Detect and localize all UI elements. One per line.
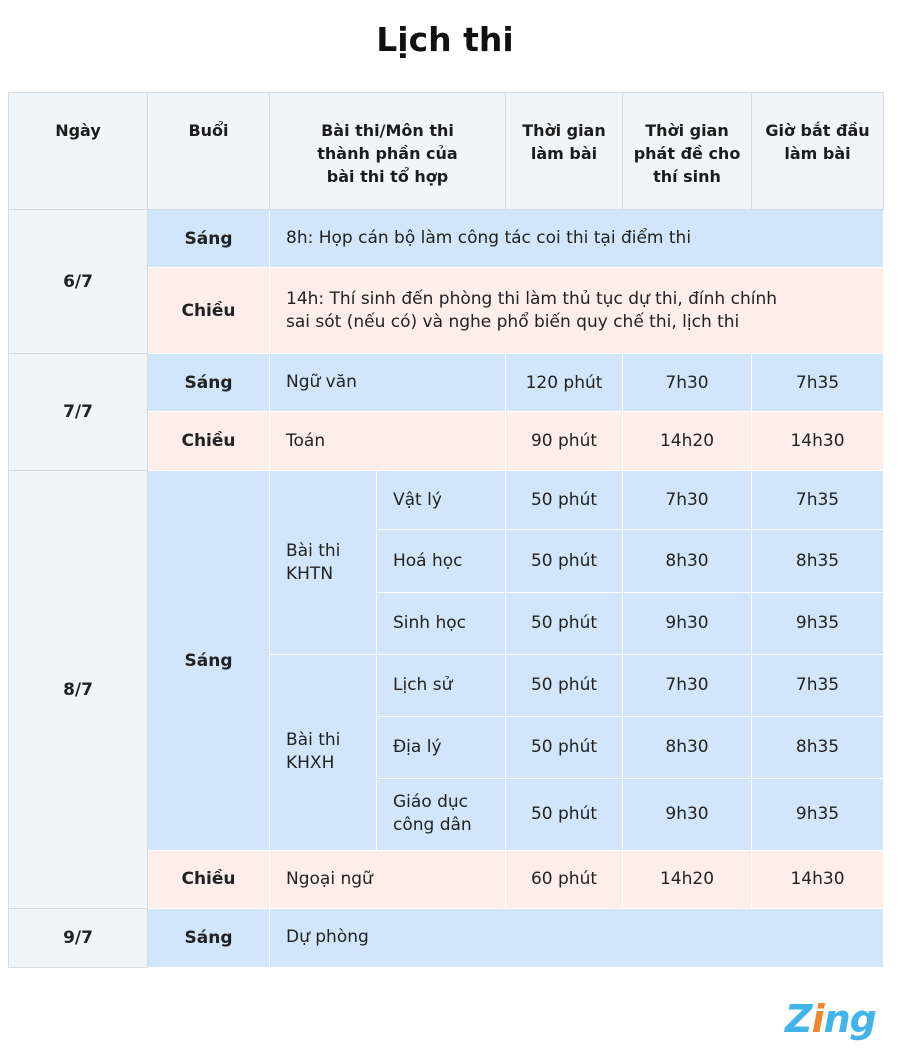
handout-time-cell: 7h30 [623, 354, 752, 412]
duration-cell: 120 phút [506, 354, 623, 412]
session-morning: Sáng [148, 354, 270, 412]
subject-cell: Vật lý [377, 471, 506, 530]
logo-letter: Z [785, 997, 812, 1041]
start-time-cell: 7h35 [752, 654, 884, 716]
table-row [9, 471, 884, 530]
handout-time-cell: 9h30 [623, 592, 752, 654]
duration-cell: 50 phút [506, 530, 623, 592]
duration-cell: 50 phút [506, 471, 623, 530]
logo-letter: i [811, 997, 824, 1041]
subject-cell: Lịch sử [377, 654, 506, 716]
group-label-khxh: Bài thi KHXH [270, 654, 377, 850]
start-time-cell: 9h35 [752, 778, 884, 850]
session-morning: Sáng [148, 908, 270, 967]
start-time-cell: 7h35 [752, 471, 884, 530]
subject-cell: Giáo dục công dân [377, 778, 506, 850]
session-afternoon: Chiều [148, 412, 270, 471]
session-morning: Sáng [148, 210, 270, 268]
table-row [9, 210, 884, 268]
session-afternoon: Chiều [148, 850, 270, 908]
logo-letter: g [849, 997, 876, 1041]
note-text: 8h: Họp cán bộ làm công tác coi thi tại điểm thi [270, 210, 884, 268]
start-time-cell: 14h30 [752, 412, 884, 471]
duration-cell: 50 phút [506, 592, 623, 654]
session-afternoon: Chiều [148, 268, 270, 354]
subject-cell: Hoá học [377, 530, 506, 592]
subject-cell: Toán [270, 412, 506, 471]
subject-cell: Ngữ văn [270, 354, 506, 412]
session-morning: Sáng [148, 471, 270, 850]
duration-cell: 50 phút [506, 778, 623, 850]
handout-time-cell: 7h30 [623, 471, 752, 530]
header-gio-bat-dau: Giờ bắt đầu làm bài [752, 93, 884, 210]
start-time-cell: 8h35 [752, 716, 884, 778]
handout-time-cell: 14h20 [623, 850, 752, 908]
handout-time-cell: 8h30 [623, 716, 752, 778]
start-time-cell: 14h30 [752, 850, 884, 908]
start-time-cell: 9h35 [752, 592, 884, 654]
header-row [9, 93, 884, 210]
subject-cell: Ngoại ngữ [270, 850, 506, 908]
header-ngay: Ngày [9, 93, 148, 210]
day-label: 7/7 [9, 354, 148, 471]
group-label-khtn: Bài thi KHTN [270, 471, 377, 654]
logo-letter: n [823, 997, 850, 1041]
start-time-cell: 8h35 [752, 530, 884, 592]
handout-time-cell: 8h30 [623, 530, 752, 592]
table-row [9, 354, 884, 412]
zing-logo [785, 997, 876, 1041]
duration-cell: 60 phút [506, 850, 623, 908]
day-label: 8/7 [9, 471, 148, 908]
subject-cell: Địa lý [377, 716, 506, 778]
header-bai-thi: Bài thi/Môn thi thành phần của bài thi tổ hợp [270, 93, 506, 210]
handout-time-cell: 9h30 [623, 778, 752, 850]
note-text: 14h: Thí sinh đến phòng thi làm thủ tục dự thi, đính chính sai sót (nếu có) và nghe phổ biến quy chế thi, lịch thi [270, 268, 884, 354]
note-text: Dự phòng [270, 908, 884, 967]
duration-cell: 50 phút [506, 654, 623, 716]
duration-cell: 90 phút [506, 412, 623, 471]
subject-cell: Sinh học [377, 592, 506, 654]
handout-time-cell: 7h30 [623, 654, 752, 716]
handout-time-cell: 14h20 [623, 412, 752, 471]
day-label: 9/7 [9, 908, 148, 967]
header-buoi: Buổi [148, 93, 270, 210]
duration-cell: 50 phút [506, 716, 623, 778]
header-thoi-gian-lam-bai: Thời gian làm bài [506, 93, 623, 210]
table-row [9, 908, 884, 967]
exam-schedule-table [8, 92, 884, 968]
page-title: Lịch thi [376, 20, 514, 59]
header-thoi-gian-phat-de: Thời gian phát đề cho thí sinh [623, 93, 752, 210]
start-time-cell: 7h35 [752, 354, 884, 412]
day-label: 6/7 [9, 210, 148, 354]
